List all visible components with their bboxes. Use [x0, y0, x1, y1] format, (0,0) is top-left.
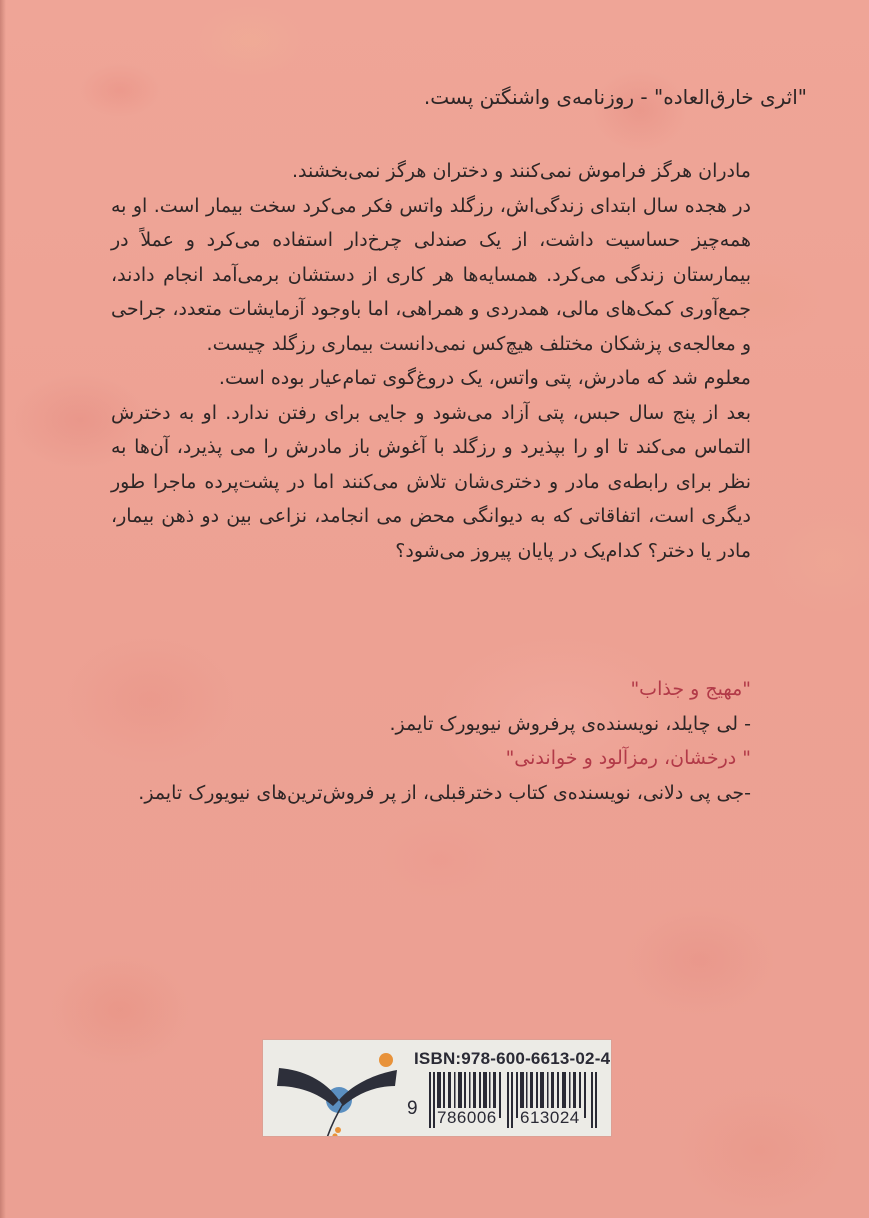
isbn-label	[263, 1040, 611, 1136]
praise-top-attribution: - روزنامه‌ی واشنگتن پست.	[423, 85, 655, 109]
synopsis-reveal: معلوم شد که مادرش، پتی واتس، یک دروغ‌گوی تمام‌عیار بوده است.	[218, 367, 751, 389]
synopsis	[111, 154, 751, 568]
barcode-first-digit: 9	[407, 1098, 418, 1119]
praise-top	[107, 80, 807, 115]
praise-quote: "مهیج و جذاب"	[630, 678, 751, 700]
isbn-number: ISBN:978-600-6613-02-4	[414, 1049, 611, 1068]
synopsis-paragraph: در هجده سال ابتدای زندگی‌اش، رزگلد واتس فکر می‌کرد سخت بیمار است. او به همه‌چیز حساسیت داشت، از یک صندلی چرخ‌دار استفاده می‌کرد و عملاً در بیمارستان زندگی می‌کرد. همسایه‌ها هر کاری از دستشان برمی‌آمد انجام دادند، جمع‌آوری کمک‌های مالی، همدردی و همراهی، اما باوجود آزمایشات متعدد، جراحی و معالجه‌ی پزشکان مختلف هیچ‌کس نمی‌دانست بیماری رزگلد چیست.	[111, 194, 751, 355]
cover-edge-shadow	[0, 0, 6, 1218]
barcode-right-digits: 613024	[520, 1108, 580, 1127]
synopsis-tagline: مادران هرگز فراموش نمی‌کنند و دختران هرگز نمی‌بخشند.	[292, 160, 751, 182]
praise-attribution: -جی پی دلانی، نویسنده‌ی کتاب دخترقبلی، از پر فروش‌ترین‌های نیویورک تایمز.	[138, 781, 751, 804]
praise-top-quote: "اثری خارق‌العاده"	[654, 85, 807, 109]
praise-quote: " درخشان، رمزآلود و خواندنی"	[505, 747, 751, 769]
praise-block	[111, 672, 751, 810]
publisher-logo-icon	[263, 1040, 403, 1136]
barcode-left-digits: 786006	[437, 1108, 497, 1127]
praise-attribution: - لی چایلد، نویسنده‌ی پرفروش نیویورک تایمز.	[389, 712, 751, 735]
synopsis-paragraph: بعد از پنج سال حبس، پتی آزاد می‌شود و جایی برای رفتن ندارد. او به دخترش التماس می‌کند تا او را بپذیرد و رزگلد با آغوش باز مادرش را می پذیرد، آن‌ها به نظر برای رابطه‌ی مادر و دختری‌شان تلاش می‌کنند اما در پشت‌پرده ماجرا طور دیگری است، اتفاقاتی که به دیوانگی محض می انجامد، نزاعی بین دو ذهن بیمار، مادر یا دختر؟ کدام‌یک در پایان پیروز می‌شود؟	[111, 401, 751, 562]
